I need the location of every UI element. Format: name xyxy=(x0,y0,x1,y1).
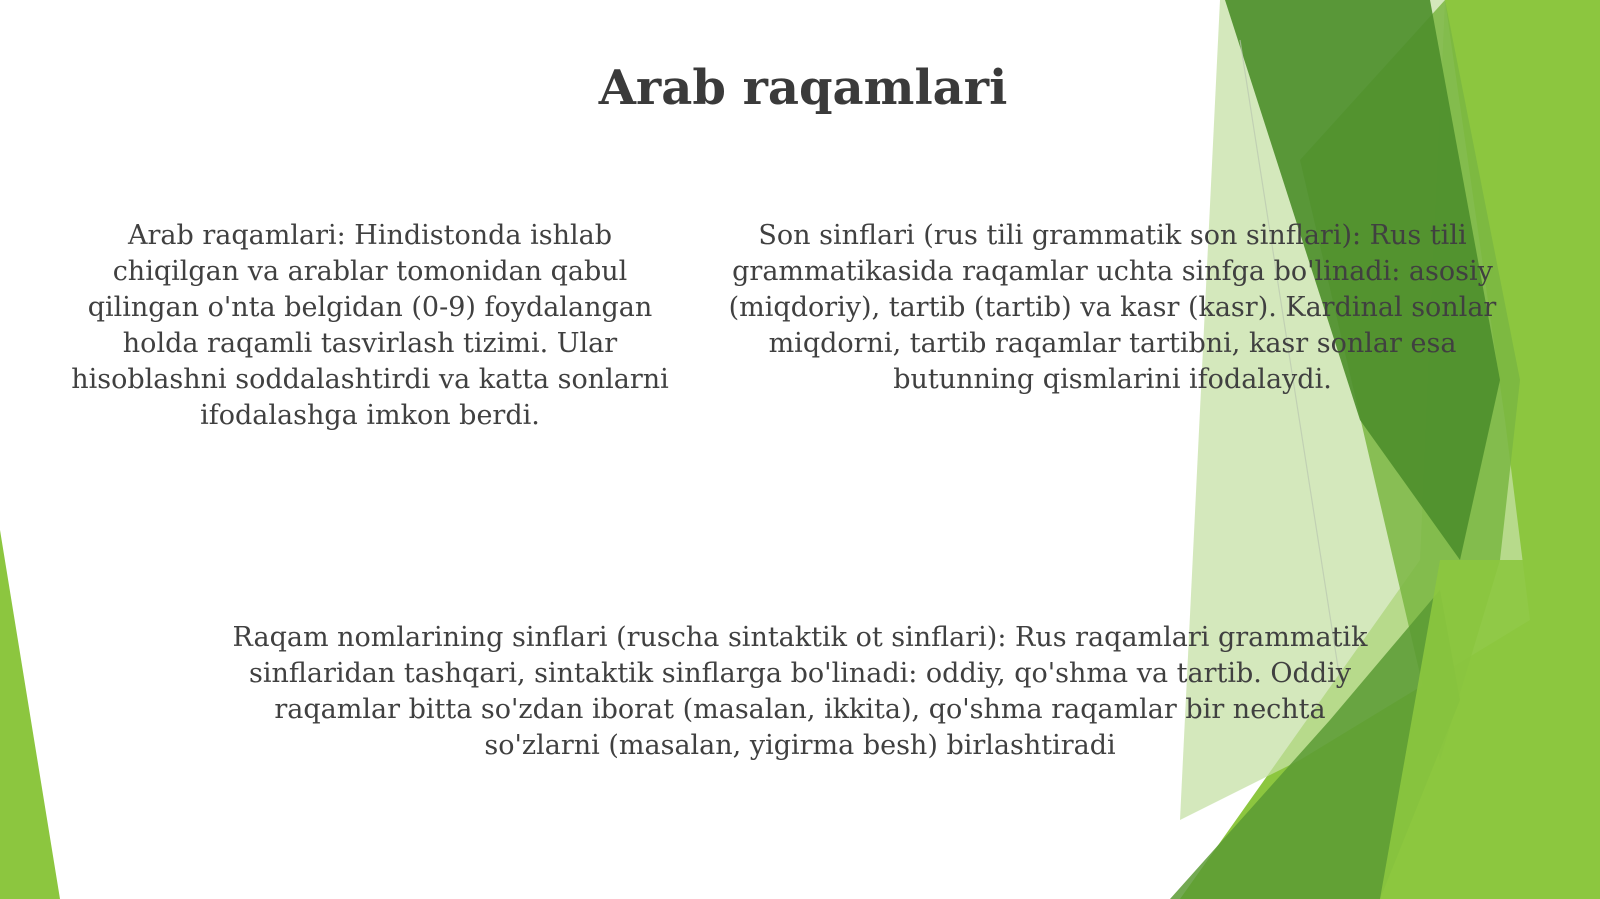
slide-title-text: Arab raqamlari xyxy=(598,60,1008,116)
paragraph-arabic-numerals: Arab raqamlari: Hindistonda ishlab chiqilgan va arablar tomonidan qabul qilingan o'nta belgidan (0-9) foydalangan holda raqamli tasvirlash tizimi. Ular hisoblashni soddalashtirdi va katta sonlarni ifodalashga imkon berdi. xyxy=(71,220,669,431)
slide-title xyxy=(0,60,1600,116)
paragraph-number-classes: Son sinflari (rus tili grammatik son sinflari): Rus tili grammatikasida raqamlar uchta sinfga bo'linadi: asosiy (miqdoriy), tartib (tartib) va kasr (kasr). Kardinal sonlar miqdorni, tartib raqamlar tartibni, kasr sonlar esa butunning qismlarini ifodalaydi. xyxy=(728,220,1497,395)
paragraph-numeral-name-classes: Raqam nomlarining sinflari (ruscha sintaktik ot sinflari): Rus raqamlari grammatik sinflaridan tashqari, sintaktik sinflarga bo'linadi: oddiy, qo'shma va tartib. Oddiy raqamlar bitta so'zdan iborat (masalan, ikkita), qo'shma raqamlar bir nechta so'zlarni (masalan, yigirma besh) birlashtiradi xyxy=(232,622,1368,761)
left-green-wedge xyxy=(0,530,60,899)
